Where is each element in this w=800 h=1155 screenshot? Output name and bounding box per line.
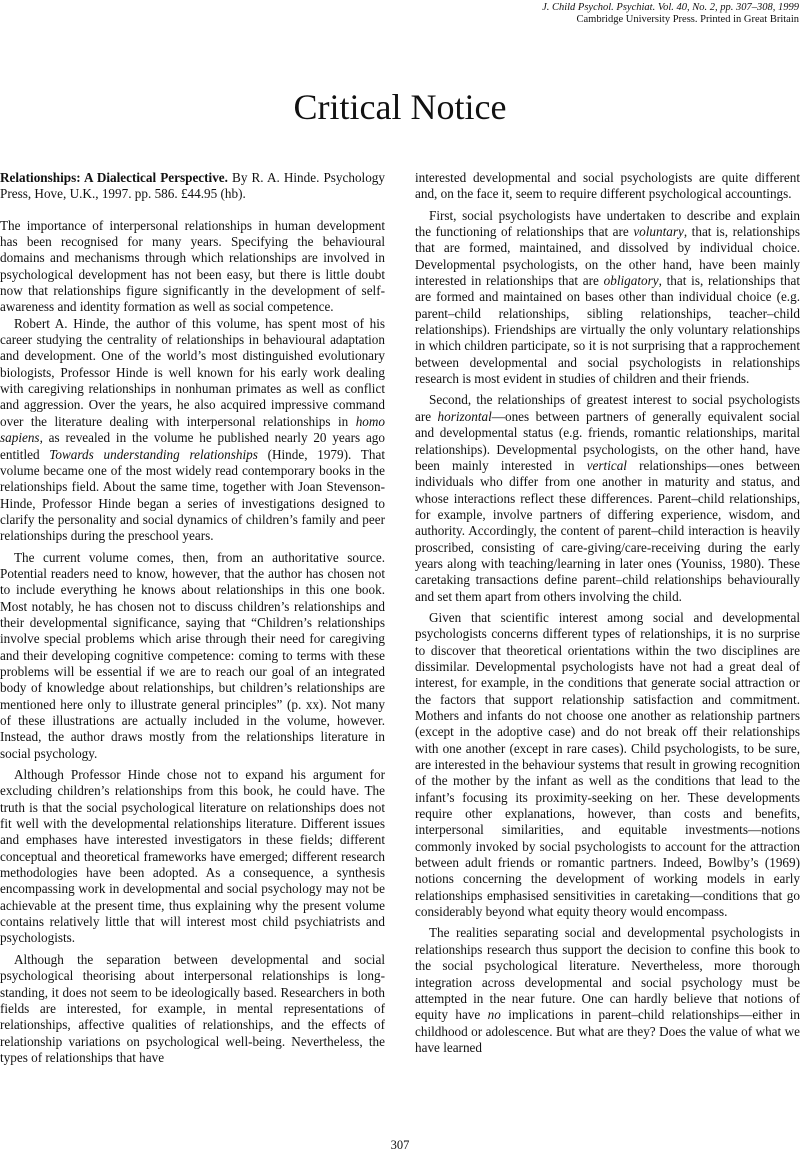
emphasis: vertical: [586, 457, 627, 473]
emphasis: homo sapiens: [0, 413, 385, 446]
emphasis: no: [487, 1007, 501, 1023]
right-column: [415, 170, 800, 1056]
paragraph: Robert A. Hinde, the author of this volume, has spent most of his career studying the centrality of relationships in behavioural adaptation and development. One of the world’s most distinguished evolutionary biologists, Professor Hinde is well known for his early work dealing with caregiving relationships in nonhuman primates as well as conflict and aggression. Over the years, he also acquired impressive command over the literature dealing with interpersonal relationships in homo sapiens, as revealed in the volume he published nearly 20 years ago entitled Towards understanding relationships (Hinde, 1979). That volume became one of the most widely read contemporary books in the relationships field. About the same time, together with Joan Stevenson-Hinde, Professor Hinde began a series of investigations designed to clarify the personality and social dynamics of children’s family and peer relationships during the preschool years.: [0, 315, 385, 544]
journal-citation: J. Child Psychol. Psychiat. Vol. 40, No. 2, pp. 307–308, 1999: [542, 2, 799, 13]
paragraph: interested developmental and social psychologists are quite different and, on the face it, seem to require different psychological accountings.: [415, 170, 800, 202]
emphasis: Towards understanding relationships: [49, 446, 258, 462]
journal-header: [542, 0, 800, 26]
paragraph: Although the separation between developmental and social psychological theorising about interpersonal relationships is long-standing, it does not seem to be ideologically based. Researchers in both fields are interested, for example, in mental representations of relationships, affective qualities of relationships, and the effects of relationship variations on psychological well-being. Nevertheless, the types of relationships that have: [0, 951, 385, 1065]
paragraph: First, social psychologists have undertaken to describe and explain the functioning of relationships that are voluntary, that is, relationships that are formed, maintained, and dissolved by individual choice. Developmental psychologists, on the other hand, have been mainly interested in relationships that are obligatory, that is, relationships that are formed and maintained on bases other than individual choice (e.g. parent–child relationships, sibling relationships, teacher–child relationships). Friendships are virtually the only voluntary relationships in which children participate, so it is not surprising that a rapprochement between developmental and social psychologists in relationships research is most evident in studies of children and their friends.: [415, 207, 800, 387]
page-title: Critical Notice: [293, 87, 507, 127]
paragraph: Second, the relationships of greatest interest to social psychologists are horizontal—ones between partners of generally equivalent social and developmental status (e.g. friends, romantic relationships, marital relationships). Developmental psychologists, on the other hand, have been mainly interested in vertical relationships—ones between individuals who differ from one another in maturity and status, and whose interactions reflect these differences. Parent–child relationships, for example, involve partners of differing experience, wisdom, and authority. Accordingly, the content of parent–child interaction is heavily proscribed, consisting of care-giving/care-receiving during the early years along with teaching/learning in later ones (Youniss, 1980). These caretaking transactions define parent–child relationships behaviourally and set them apart from others involving the child.: [415, 392, 800, 604]
paragraph: The current volume comes, then, from an authoritative source. Potential readers need to know, however, that the author has chosen not to include everything he knows about relationships in this one book. Most notably, he has chosen not to discuss children’s relationships and their developmental significance, saying that “Children’s relationships involve special problems which arise through their need for caregiving and their developing cognitive competence: coming to terms with these problems will be essential if we are to reach our goal of an integrated body of knowledge about relationships, but children’s relationships are mentioned here only to illustrate general principles” (p. xx). Not many of these illustrations are actually included in the volume, however. Instead, the author draws mostly from the relationships literature in social psychology.: [0, 549, 385, 761]
emphasis: voluntary: [633, 224, 684, 240]
book-details: By R. A. Hinde. Psychology Press, Hove, U.K., 1997. pp. 586. £44.95 (hb).: [0, 170, 385, 202]
paragraph: The importance of interpersonal relationships in human development has been recognised for many years. Specifying the behavioural domains and mechanisms through which relationships are involved in psychological development has not been easy, but there is little doubt now that relationships figure significantly in the development of self-awareness and identity formation as well as social competence.: [0, 217, 385, 315]
paragraph: Given that scientific interest among social and developmental psychologists concerns different types of relationships, it is no surprise to discover that theoretical orientations within the two disciplines are dissimilar. Developmental psychologists have not had a great deal of interest, for example, in the conditions that generate social attraction or the factors that support relationship satisfaction and commitment. Mothers and infants do not choose one another as relationship partners (except in the adoptive case) and do not break off their relationships with one another (except in rare cases). Child psychologists, to be sure, are interested in the behaviour systems that result in growing recognition of the mother by the infant as well as the conditions that lead to the infant’s focusing its proximity-seeking on her. These developments require other explanations, however, than costs and benefits, interpersonal similarities, and equitable investments—notions commonly invoked by social psychologists to account for the attraction between adult friends or romantic partners. Indeed, Bowlby’s (1969) notions concerning the development of working models in early relationships emphasised sensitivities in caretaking—conditions that go considerably beyond what equity theory would encompass.: [415, 609, 800, 920]
paragraph: The realities separating social and developmental psychologists in relationships research thus support the decision to confine this book to the social psychological literature. Nevertheless, more thorough integration across developmental and social psychology must be attempted in the near future. One can hardly believe that notions of equity have no implications in parent–child relationships—either in childhood or adolescence. But what are they? Does the value of what we have learned: [415, 925, 800, 1055]
emphasis: obligatory: [603, 273, 659, 289]
page-number: 307: [390, 1138, 410, 1152]
emphasis: horizontal: [437, 408, 492, 424]
book-title: Relationships: A Dialectical Perspective.: [0, 170, 228, 185]
book-citation: [0, 170, 385, 203]
left-column: [0, 170, 385, 1066]
paragraph: Although Professor Hinde chose not to expand his argument for excluding children’s relationships from this book, he could have. The truth is that the social psychological literature on relationships does not fit well with the developmental relationships literature. Different issues and emphases have interested investigators in these fields; different conceptual and theoretical frameworks have emerged; different research methodologies have been adopted. As a consequence, a synthesis encompassing work in developmental and social psychology may not be achievable at the present time, thus explaining why the present volume contains relatively little that will interest most child psychiatrists and psychologists.: [0, 767, 385, 946]
publisher-line: Cambridge University Press. Printed in Great Britain: [576, 14, 799, 25]
